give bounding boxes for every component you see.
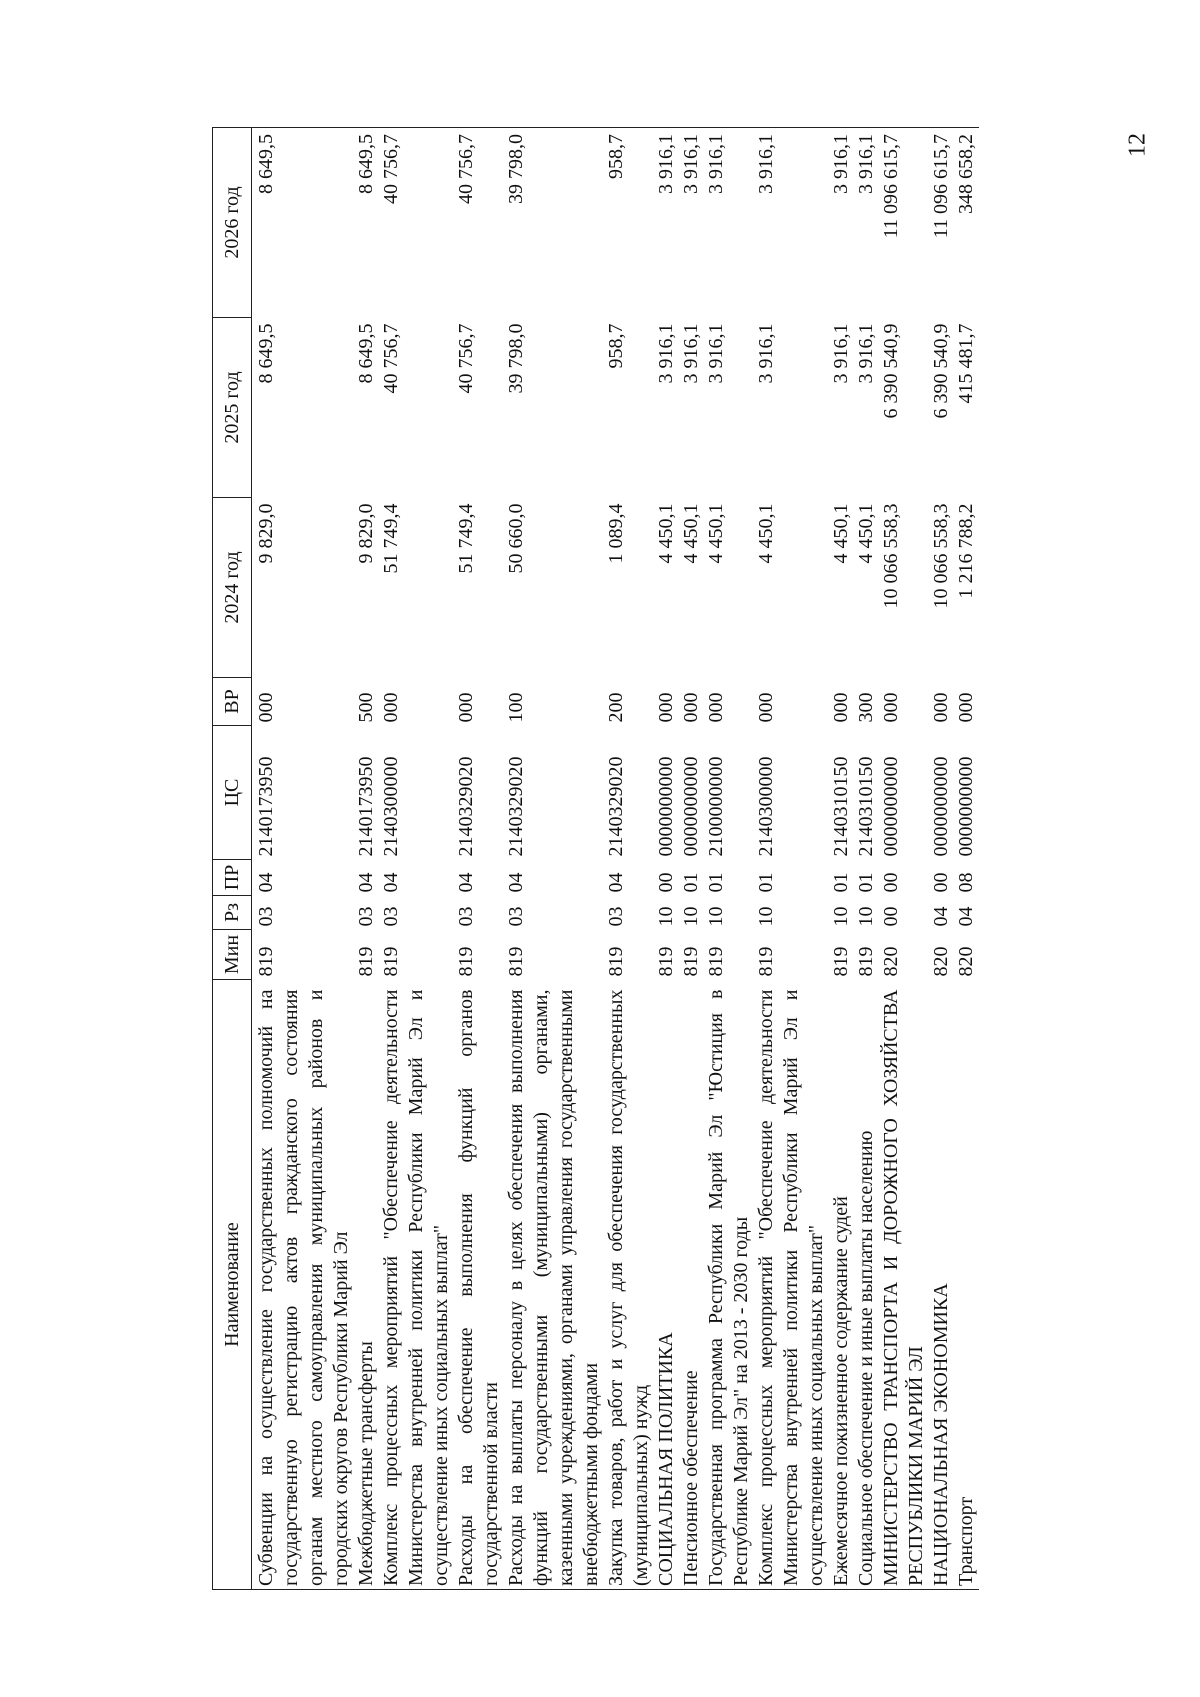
cell-y2025: 8 649,5 [255,323,277,384]
table-row [954,128,979,1590]
cell-cs: 2140173950 [355,756,377,857]
cell-cs: 2140310150 [830,756,852,857]
cell-min: 819 [380,946,402,977]
cell-y2024: 9 829,0 [255,503,277,564]
cell-y2026: 958,7 [604,128,654,318]
cell-y2026: 11 096 615,7 [929,128,954,318]
cell-vr: 000 [255,692,277,723]
cell-vr: 000 [955,692,977,723]
cell-y2025: 39 798,0 [505,323,527,394]
table-row [252,128,355,1590]
cell-cs: 0000000000 [930,756,952,857]
cell-y2024: 9 829,0 [355,503,377,564]
cell-y2025: 3 916,1 [855,323,877,384]
cell-pr: 00 [930,872,952,893]
budget-table [212,127,979,1590]
cell-name: Расходы на выплаты персоналу в целях обеспечения выполнения функций государственными (муниципальными) органами, казенными учреждениями, органами управления государственными внебюджетными фондами [504,980,604,1590]
cell-y2026: 348 658,2 [954,128,979,318]
cell-name: Ежемесячное пожизненное содержание судей [829,980,854,1590]
table-row [754,128,829,1590]
cell-y2026: 3 916,1 [754,128,829,318]
cell-vr: 200 [605,692,627,723]
header-cs: ЦС [213,726,252,860]
cell-min: 820 [930,946,952,977]
cell-vr: 300 [855,692,877,723]
table-row [879,128,929,1590]
cell-y2025: 3 916,1 [755,323,777,384]
cell-y2026: 40 756,7 [379,128,454,318]
cell-rz: 03 [355,906,377,927]
cell-y2026: 40 756,7 [454,128,504,318]
cell-rz: 03 [505,906,527,927]
cell-y2025: 40 756,7 [380,323,402,394]
cell-pr: 04 [605,872,627,893]
cell-vr: 000 [880,692,902,723]
cell-y2024: 51 749,4 [380,503,402,574]
cell-rz: 10 [705,906,727,927]
cell-cs: 2140329020 [455,756,477,857]
cell-vr: 500 [355,692,377,723]
cell-cs: 0000000000 [655,756,677,857]
header-name: Наименование [213,980,252,1590]
cell-min: 819 [705,946,727,977]
cell-y2025: 40 756,7 [455,323,477,394]
cell-y2024: 4 450,1 [705,503,727,564]
table-row [679,128,704,1590]
cell-min: 820 [880,946,902,977]
header-pr: ПР [213,860,252,896]
cell-rz: 00 [880,906,902,927]
cell-y2026: 11 096 615,7 [879,128,929,318]
cell-rz: 10 [755,906,777,927]
cell-y2025: 3 916,1 [655,323,677,384]
cell-y2024: 51 749,4 [455,503,477,574]
cell-name: Государственная программа Республики Марий Эл "Юстиция в Республике Марий Эл" на 2013 - 2030 годы [704,980,754,1590]
cell-y2024: 4 450,1 [755,503,777,564]
cell-name: Субвенции на осуществление государственных полномочий на государственную регистрацию актов гражданского состояния органам местного самоуправления муниципальных районов и городских округов Республики Марий Эл [252,980,355,1590]
cell-vr: 100 [505,692,527,723]
cell-y2026: 8 649,5 [354,128,379,318]
cell-pr: 04 [455,872,477,893]
cell-y2026: 3 916,1 [679,128,704,318]
cell-vr: 000 [455,692,477,723]
cell-name: НАЦИОНАЛЬНАЯ ЭКОНОМИКА [929,980,954,1590]
cell-y2024: 1 089,4 [605,503,627,564]
cell-y2024: 50 660,0 [505,503,527,574]
header-2026: 2026 год [213,128,252,318]
cell-y2025: 3 916,1 [830,323,852,384]
cell-name: МИНИСТЕРСТВО ТРАНСПОРТА И ДОРОЖНОГО ХОЗЯЙСТВА РЕСПУБЛИКИ МАРИЙ ЭЛ [879,980,929,1590]
cell-y2024: 4 450,1 [655,503,677,564]
cell-min: 819 [680,946,702,977]
rotated-table-sheet [212,128,1032,1590]
cell-pr: 00 [880,872,902,893]
cell-y2024: 4 450,1 [680,503,702,564]
cell-cs: 0000000000 [955,756,977,857]
header-2025: 2025 год [213,318,252,498]
table-row [604,128,654,1590]
cell-pr: 04 [505,872,527,893]
table-row [854,128,879,1590]
cell-vr: 000 [380,692,402,723]
cell-pr: 04 [255,872,277,893]
cell-vr: 000 [830,692,852,723]
cell-pr: 01 [830,872,852,893]
cell-y2024: 4 450,1 [855,503,877,564]
cell-y2026: 3 916,1 [829,128,854,318]
table-row [454,128,504,1590]
cell-name: Расходы на обеспечение выполнения функций органов государственной власти [454,980,504,1590]
cell-name: Транспорт [954,980,979,1590]
cell-rz: 04 [930,906,952,927]
cell-y2024: 4 450,1 [830,503,852,564]
cell-rz: 03 [455,906,477,927]
header-rz: Рз [213,896,252,930]
cell-y2025: 6 390 540,9 [930,323,952,419]
cell-y2026: 3 916,1 [704,128,754,318]
cell-min: 819 [605,946,627,977]
cell-y2025: 8 649,5 [355,323,377,384]
cell-vr: 000 [680,692,702,723]
cell-y2026: 3 916,1 [654,128,679,318]
cell-cs: 2140300000 [755,756,777,857]
cell-name: Пенсионное обеспечение [679,980,704,1590]
cell-min: 820 [955,946,977,977]
cell-y2026: 8 649,5 [252,128,355,318]
table-body [252,128,980,1590]
table-row [654,128,679,1590]
cell-min: 819 [655,946,677,977]
cell-cs: 2140300000 [380,756,402,857]
cell-name: Комплекс процессных мероприятий "Обеспечение деятельности Министерства внутренней политики Республики Марий Эл и осуществление иных социальных выплат" [379,980,454,1590]
cell-y2025: 415 481,7 [955,323,977,404]
cell-y2025: 3 916,1 [680,323,702,384]
cell-min: 819 [855,946,877,977]
cell-min: 819 [255,946,277,977]
cell-cs: 2140329020 [605,756,627,857]
header-vr: ВР [213,678,252,726]
table-row [704,128,754,1590]
cell-rz: 10 [655,906,677,927]
cell-cs: 2140329020 [505,756,527,857]
table-row [379,128,454,1590]
cell-rz: 10 [855,906,877,927]
cell-pr: 01 [680,872,702,893]
cell-pr: 00 [655,872,677,893]
cell-y2025: 3 916,1 [705,323,727,384]
cell-vr: 000 [930,692,952,723]
cell-vr: 000 [755,692,777,723]
table-row [504,128,604,1590]
cell-name: Комплекс процессных мероприятий "Обеспечение деятельности Министерства внутренней политики Республики Марий Эл и осуществление иных социальных выплат" [754,980,829,1590]
cell-rz: 03 [380,906,402,927]
cell-y2026: 3 916,1 [854,128,879,318]
cell-y2024: 1 216 788,2 [955,503,977,599]
cell-min: 819 [755,946,777,977]
cell-pr: 04 [355,872,377,893]
cell-min: 819 [455,946,477,977]
cell-cs: 0000000000 [880,756,902,857]
cell-name: Социальное обеспечение и иные выплаты населению [854,980,879,1590]
cell-rz: 03 [605,906,627,927]
cell-pr: 04 [380,872,402,893]
table-row [929,128,954,1590]
table-row [829,128,854,1590]
cell-min: 819 [355,946,377,977]
cell-pr: 01 [705,872,727,893]
cell-name: Закупка товаров, работ и услуг для обеспечения государственных (муниципальных) нужд [604,980,654,1590]
header-2024: 2024 год [213,498,252,678]
table-row [354,128,379,1590]
cell-min: 819 [505,946,527,977]
cell-pr: 01 [755,872,777,893]
cell-cs: 2100000000 [705,756,727,857]
cell-y2025: 958,7 [605,323,627,369]
cell-name: СОЦИАЛЬНАЯ ПОЛИТИКА [654,980,679,1590]
cell-y2024: 10 066 558,3 [930,503,952,609]
cell-name: Межбюджетные трансферты [354,980,379,1590]
cell-vr: 000 [705,692,727,723]
cell-vr: 000 [655,692,677,723]
table-header-row [213,128,252,1590]
cell-rz: 03 [255,906,277,927]
cell-rz: 10 [680,906,702,927]
cell-rz: 04 [955,906,977,927]
cell-y2026: 39 798,0 [504,128,604,318]
cell-y2025: 6 390 540,9 [880,323,902,419]
cell-cs: 2140310150 [855,756,877,857]
cell-pr: 01 [855,872,877,893]
header-min: Мин [213,930,252,980]
cell-cs: 2140173950 [255,756,277,857]
cell-pr: 08 [955,872,977,893]
cell-min: 819 [830,946,852,977]
cell-rz: 10 [830,906,852,927]
cell-cs: 0000000000 [680,756,702,857]
cell-y2024: 10 066 558,3 [880,503,902,609]
page-number: 12 [1124,133,1151,157]
